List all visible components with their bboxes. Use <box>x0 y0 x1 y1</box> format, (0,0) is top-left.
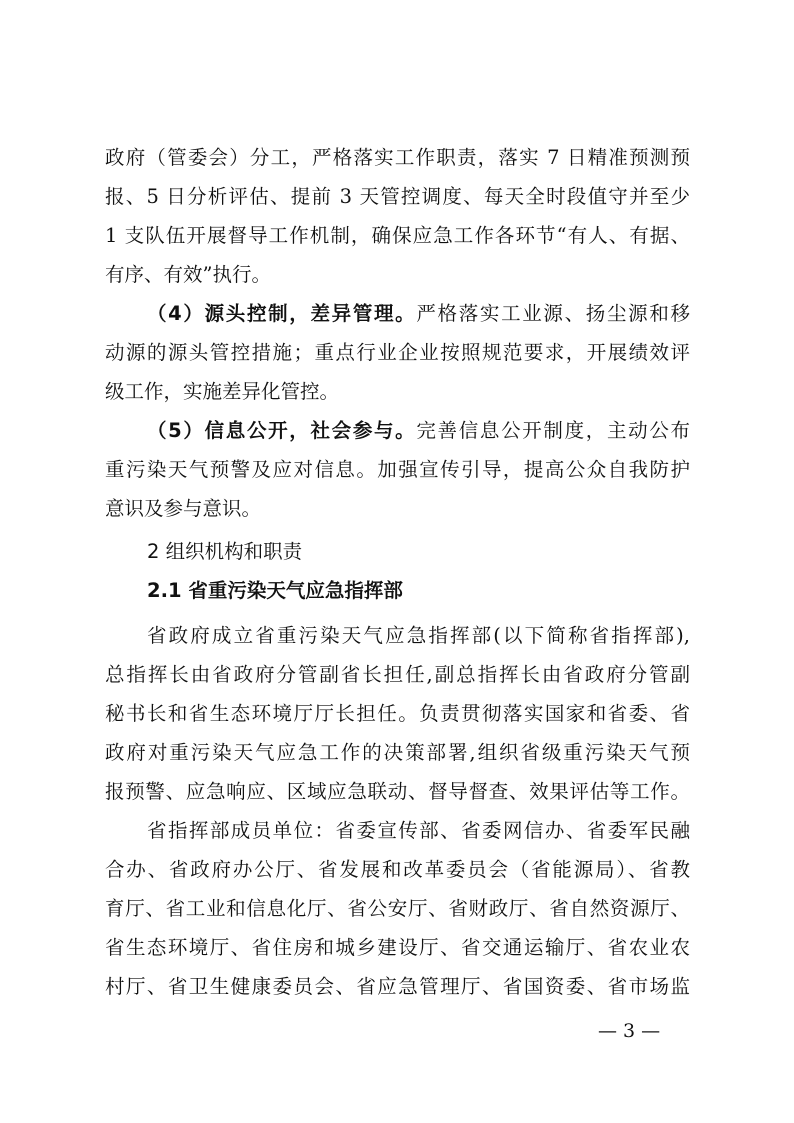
p5-line-4: 省生态环境厅、省住房和城乡建设厅、省交通运输厅、省农业农 <box>105 936 690 959</box>
p2-line-1-rest: 严格落实工业源、扬尘源和移 <box>416 302 690 325</box>
p5-line-2: 合办、省政府办公厅、省发展和改革委员会（省能源局）、省教 <box>105 858 690 881</box>
p4-line-1: 省政府成立省重污染天气应急指挥部(以下简称省指挥部), <box>147 624 690 647</box>
p1-line-1: 政府（管委会）分工，严格落实工作职责，落实 7 日精准预测预 <box>105 146 690 169</box>
p5-line-1: 省指挥部成员单位：省委宣传部、省委网信办、省委军民融 <box>147 819 690 842</box>
section-heading-2-1: 2.1 省重污染天气应急指挥部 <box>147 579 403 602</box>
p3-line-3: 意识及参与意识。 <box>105 497 262 520</box>
p2-line-3: 级工作，实施差异化管控。 <box>105 380 340 403</box>
page-number: — 3 — <box>598 1020 661 1042</box>
p3-line-1 <box>147 418 690 444</box>
section-heading-2: 2 组织机构和职责 <box>147 540 303 563</box>
p1-line-4: 有序、有效”执行。 <box>105 263 271 286</box>
p3-lead: （5）信息公开，社会参与。 <box>147 419 417 442</box>
p4-line-3: 秘书长和省生态环境厅厅长担任。负责贯彻落实国家和省委、省 <box>105 702 690 725</box>
p3-line-2: 重污染天气预警及应对信息。加强宣传引导，提高公众自我防护 <box>105 458 690 481</box>
p4-line-2: 总指挥长由省政府分管副省长担任,副总指挥长由省政府分管副 <box>105 663 690 686</box>
p2-line-2: 动源的源头管控措施；重点行业企业按照规范要求，开展绩效评 <box>105 341 690 364</box>
p1-line-3: 1 支队伍开展督导工作机制，确保应急工作各环节“有人、有据、 <box>105 224 690 247</box>
p5-line-5: 村厅、省卫生健康委员会、省应急管理厅、省国资委、省市场监 <box>105 975 690 998</box>
p4-line-4: 政府对重污染天气应急工作的决策部署,组织省级重污染天气预 <box>105 741 690 764</box>
p5-line-3: 育厅、省工业和信息化厅、省公安厅、省财政厅、省自然资源厅、 <box>105 897 690 920</box>
p2-lead: （4）源头控制，差异管理。 <box>147 302 417 325</box>
p1-line-2: 报、5 日分析评估、提前 3 天管控调度、每天全时段值守并至少 <box>105 185 690 208</box>
p4-line-5: 报预警、应急响应、区域应急联动、督导督查、效果评估等工作。 <box>105 780 690 803</box>
p3-line-1-rest: 完善信息公开制度，主动公布 <box>416 419 690 442</box>
p2-line-1 <box>147 301 690 327</box>
